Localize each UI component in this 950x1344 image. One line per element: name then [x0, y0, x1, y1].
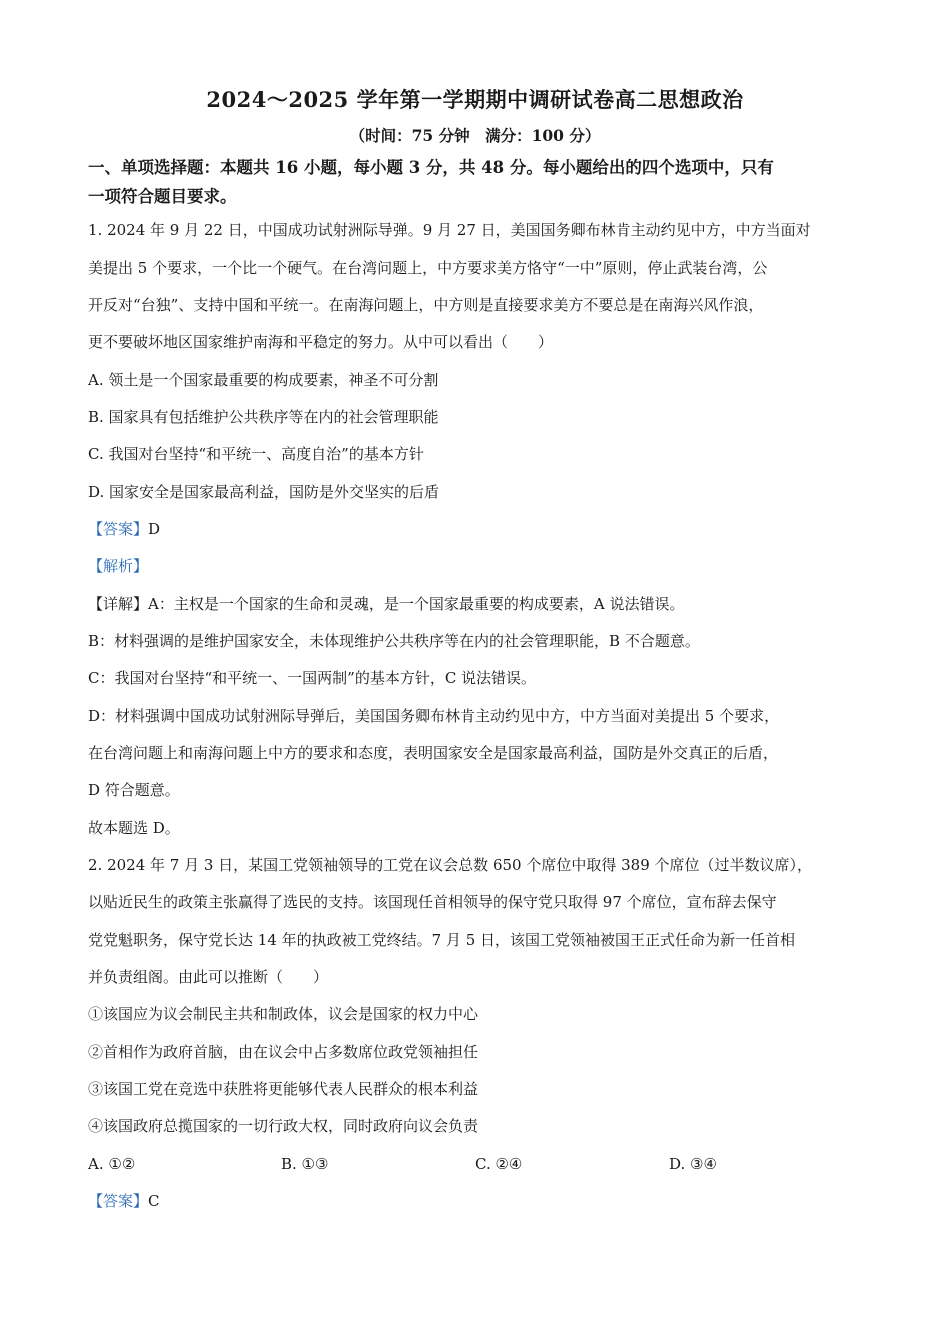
q2-stem-line: 并负责组阁。由此可以推断（ ）: [88, 968, 329, 986]
q1-option-c: C. 我国对台坚持“和平统一、高度自治”的基本方针: [88, 445, 424, 463]
q1-detail-line: B：材料强调的是维护国家安全，未体现维护公共秩序等在内的社会管理职能，B 不合题意。: [88, 632, 700, 650]
answer-tag: 【答案】: [88, 520, 149, 538]
q2-option-b: B. ①③: [281, 1155, 329, 1173]
exam-title: 2024～2025 学年第一学期期中调研试卷高二思想政治: [206, 87, 744, 112]
q2-option-c: C. ②④: [475, 1155, 523, 1173]
exam-subtitle: （时间：75 分钟 满分：100 分）: [349, 126, 601, 145]
q1-detail-line: [88, 594, 684, 614]
detail-text: A：主权是一个国家的生命和灵魂，是一个国家最重要的构成要素，A 说法错误。: [148, 595, 685, 613]
section-heading: [88, 153, 878, 211]
q2-option-a: A. ①②: [88, 1155, 136, 1173]
q1-stem-line: 开反对“台独”、支持中国和平统一。在南海问题上，中方则是直接要求美方不要总是在南海兴风作浪，: [88, 296, 764, 314]
answer-value: C: [148, 1192, 160, 1210]
q2-stem-line: 党党魁职务，保守党长达 14 年的执政被工党终结。7 月 5 日，该国工党领袖被国王正式任命为新一任首相: [88, 931, 796, 949]
q2-statement-1: ①该国应为议会制民主共和制政体，议会是国家的权力中心: [88, 1005, 479, 1023]
q2-stem-line: 2. 2024 年 7 月 3 日，某国工党领袖领导的工党在议会总数 650 个席位中取得 389 个席位（过半数议席），: [88, 856, 813, 874]
q1-stem-line: 更不要破坏地区国家维护南海和平稳定的努力。从中可以看出（ ）: [88, 333, 554, 351]
q1-option-a: A. 领土是一个国家最重要的构成要素，神圣不可分割: [88, 371, 439, 389]
q1-detail-line: 在台湾问题上和南海问题上中方的要求和态度，表明国家安全是国家最高利益，国防是外交真正的后盾，: [88, 744, 779, 762]
q2-option-d: D. ③④: [669, 1155, 717, 1173]
q2-statement-3: ③该国工党在竞选中获胜将更能够代表人民群众的根本利益: [88, 1080, 479, 1098]
q1-analysis: [88, 556, 148, 576]
q1-conclusion: 故本题选 D。: [88, 819, 180, 837]
answer-tag: 【答案】: [88, 1192, 149, 1210]
analysis-tag: 【解析】: [88, 557, 149, 575]
q1-detail-line: D 符合题意。: [88, 781, 180, 799]
answer-value: D: [148, 520, 161, 538]
q1-stem-line: 1. 2024 年 9 月 22 日，中国成功试射洲际导弹。9 月 27 日，美国国务卿布林肯主动约见中方，中方当面对: [88, 221, 811, 239]
q2-statement-4: ④该国政府总揽国家的一切行政大权，同时政府向议会负责: [88, 1117, 479, 1135]
q1-detail-line: D：材料强调中国成功试射洲际导弹后，美国国务卿布林肯主动约见中方，中方当面对美提出 5 个要求，: [88, 707, 780, 725]
q1-stem-line: 美提出 5 个要求，一个比一个硬气。在台湾问题上，中方要求美方恪守“一中”原则，停止武装台湾，公: [88, 259, 768, 277]
q2-stem-line: 以贴近民生的政策主张赢得了选民的支持。该国现任首相领导的保守党只取得 97 个席位，宣布辞去保守: [88, 893, 777, 911]
q1-answer: [88, 519, 160, 539]
q1-option-b: B. 国家具有包括维护公共秩序等在内的社会管理职能: [88, 408, 439, 426]
q1-option-d: D. 国家安全是国家最高利益，国防是外交坚实的后盾: [88, 483, 440, 501]
detail-tag: 【详解】: [88, 595, 149, 613]
q2-answer: [88, 1191, 160, 1211]
section-heading-line-2: 一项符合题目要求。: [88, 187, 237, 206]
q1-detail-line: C：我国对台坚持“和平统一、一国两制”的基本方针，C 说法错误。: [88, 669, 537, 687]
q2-statement-2: ②首相作为政府首脑，由在议会中占多数席位政党领袖担任: [88, 1043, 479, 1061]
section-heading-line-1: 一、单项选择题：本题共 16 小题，每小题 3 分，共 48 分。每小题给出的四个选项中，只有: [88, 158, 774, 177]
